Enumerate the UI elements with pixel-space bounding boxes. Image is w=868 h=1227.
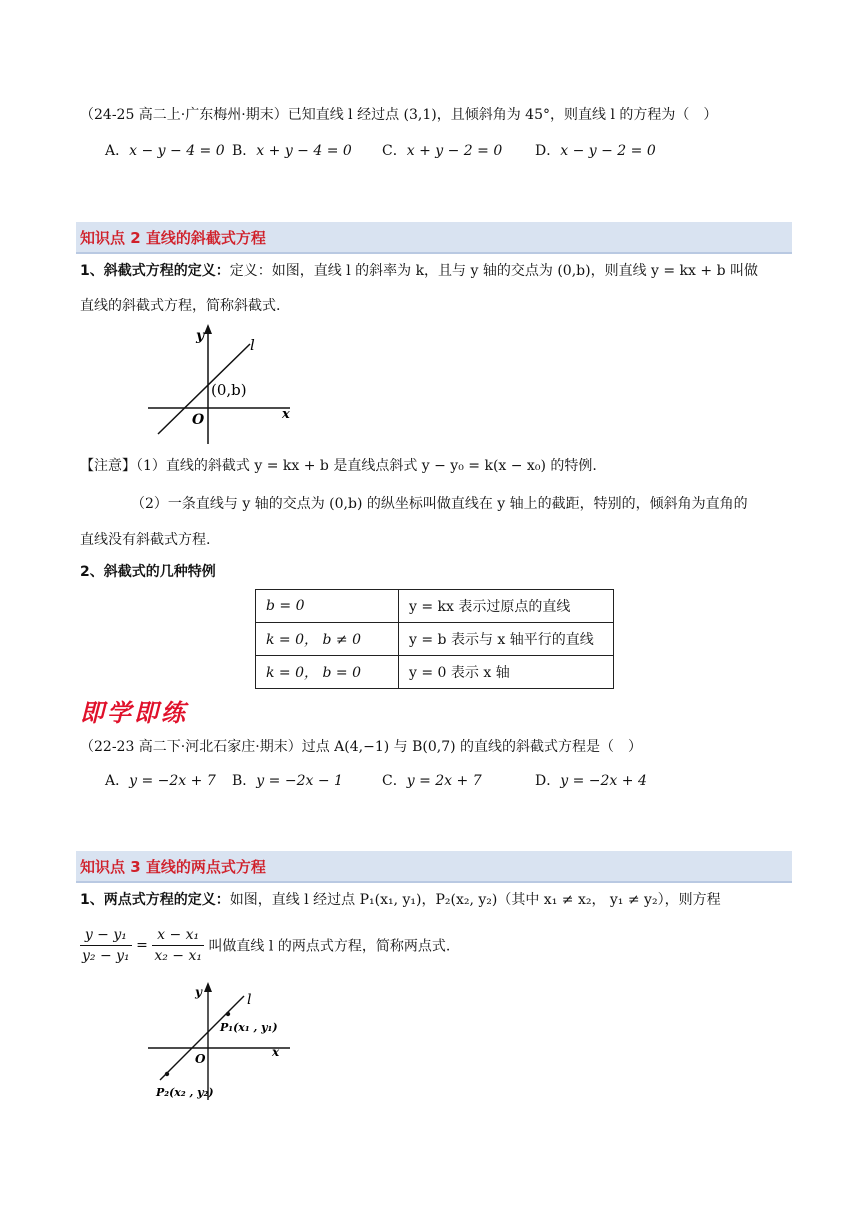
table-cell: b = 0 bbox=[256, 590, 399, 623]
section-2-header: 知识点 2 直线的斜截式方程 bbox=[76, 222, 792, 254]
point-p2 bbox=[165, 1072, 169, 1076]
line-l-label: l bbox=[247, 992, 252, 1008]
table-cell: y = b 表示与 x 轴平行的直线 bbox=[399, 623, 614, 656]
note-line-3: 直线没有斜截式方程. bbox=[80, 532, 211, 548]
y-axis-label: y bbox=[196, 328, 205, 344]
formula-left-fraction: $\frac{\text{y − y₁}}{\text{y₂ − y₁}}$ bbox=[82, 927, 130, 964]
line-l bbox=[160, 996, 244, 1080]
table-cell: y = 0 表示 x 轴 bbox=[399, 656, 614, 689]
practice-badge: 即学即练 bbox=[80, 699, 188, 727]
origin-label: O bbox=[195, 1052, 206, 1066]
two-point-figure bbox=[140, 978, 310, 1103]
section-3-definition-line1: 1、两点式方程的定义：如图，直线 l 经过点 P₁(x₁, y₁)，P₂(x₂, y₂)（其中 x₁ ≠ x₂， y₁ ≠ y₂），则方程 bbox=[80, 892, 721, 908]
y-axis-label: y bbox=[195, 985, 202, 999]
two-point-formula: $\frac{\text{y − y₁}}{\text{y₂ − y₁}}$ = $\frac{\text{x − x₁}}{\text{x₂ − x₁}}$ 叫做直线 l 的两点式方程，简称两点式. bbox=[82, 927, 451, 964]
q2-option-c[interactable]: C．y = 2x + 7 bbox=[382, 773, 482, 789]
y-axis-arrow-icon bbox=[204, 982, 212, 992]
table-row bbox=[256, 590, 614, 623]
y-axis-arrow-icon bbox=[204, 324, 212, 334]
section-2-definition-line1: 1、斜截式方程的定义：定义：如图，直线 l 的斜率为 k，且与 y 轴的交点为 (0,b)，则直线 y = kx + b 叫做 bbox=[80, 263, 758, 279]
table-cell: y = kx 表示过原点的直线 bbox=[399, 590, 614, 623]
p2-label: P₂(x₂ , y₂) bbox=[156, 1086, 214, 1099]
special-cases-table bbox=[255, 589, 614, 689]
note-line-1: 【注意】（1）直线的斜截式 y = kx + b 是直线点斜式 y − y₀ = k(x − x₀) 的特例. bbox=[80, 458, 597, 474]
origin-label: O bbox=[192, 412, 205, 428]
q2-option-b[interactable]: B．y = −2x − 1 bbox=[232, 773, 343, 789]
section-2-definition-line2: 直线的斜截式方程，简称斜截式. bbox=[80, 298, 281, 314]
table-row bbox=[256, 656, 614, 689]
question-2-stem: （22-23 高二下·河北石家庄·期末）过点 A(4,−1) 与 B(0,7) 的直线的斜截式方程是（ ） bbox=[80, 739, 643, 755]
line-l-label: l bbox=[250, 336, 255, 354]
slope-intercept-figure bbox=[140, 320, 300, 450]
q1-option-a[interactable]: A．x − y − 4 = 0 bbox=[105, 143, 225, 159]
section-3-header: 知识点 3 直线的两点式方程 bbox=[76, 851, 792, 883]
table-cell: k = 0， b = 0 bbox=[256, 656, 399, 689]
formula-right-fraction: $\frac{\text{x − x₁}}{\text{x₂ − x₁}}$ bbox=[154, 927, 202, 964]
q2-option-a[interactable]: A．y = −2x + 7 bbox=[105, 773, 216, 789]
table-cell: k = 0， b ≠ 0 bbox=[256, 623, 399, 656]
intercept-point-label: (0,b) bbox=[211, 381, 247, 399]
point-p1 bbox=[226, 1012, 230, 1016]
q2-option-d[interactable]: D．y = −2x + 4 bbox=[535, 773, 647, 789]
x-axis-label: x bbox=[272, 1045, 280, 1059]
note-line-2: （2）一条直线与 y 轴的交点为 (0,b) 的纵坐标叫做直线在 y 轴上的截距，特别的，倾斜角为直角的 bbox=[131, 496, 748, 512]
q1-option-c[interactable]: C．x + y − 2 = 0 bbox=[382, 143, 503, 159]
special-cases-title: 2、斜截式的几种特例 bbox=[80, 564, 216, 580]
x-axis-label: x bbox=[282, 407, 290, 422]
p1-label: P₁(x₁ , y₁) bbox=[220, 1021, 278, 1034]
q1-option-d[interactable]: D．x − y − 2 = 0 bbox=[535, 143, 656, 159]
q1-option-b[interactable]: B．x + y − 4 = 0 bbox=[232, 143, 352, 159]
question-1-stem: （24-25 高二上·广东梅州·期末）已知直线 l 经过点 (3,1)，且倾斜角为 45°，则直线 l 的方程为（ ） bbox=[80, 107, 718, 123]
table-row bbox=[256, 623, 614, 656]
